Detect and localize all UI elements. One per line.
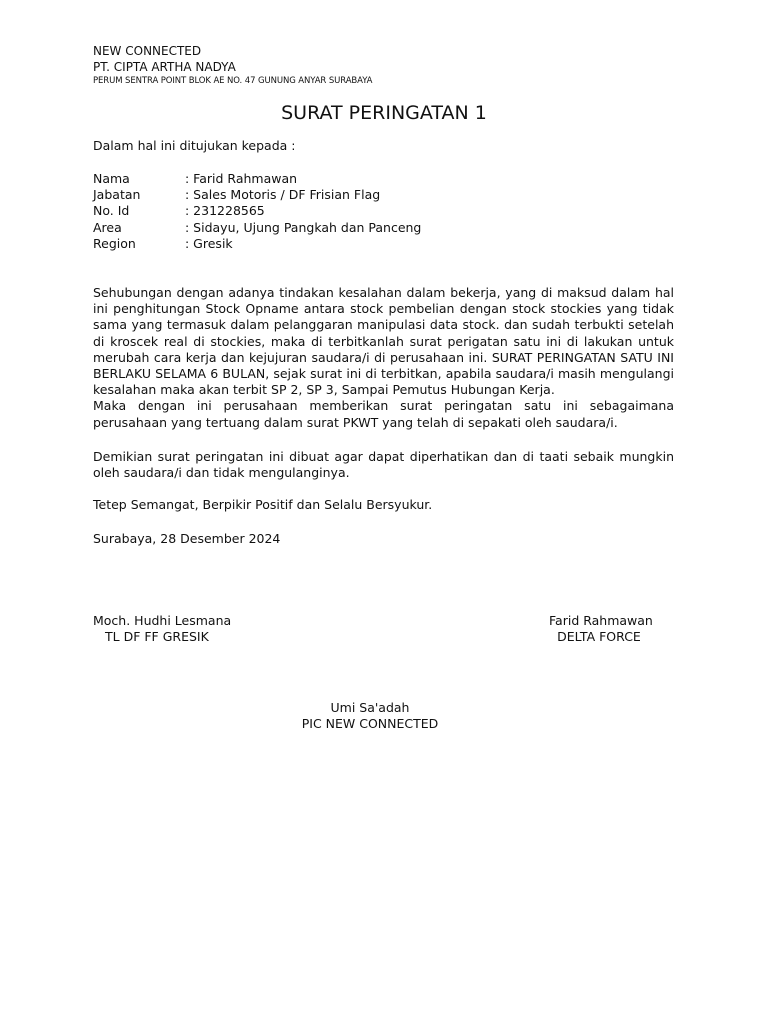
signatory-name: Umi Sa'adah (330, 700, 410, 715)
recipient-fields (93, 171, 674, 252)
signatory-role: DELTA FORCE (557, 629, 641, 645)
field-label: Jabatan (93, 187, 141, 203)
field-row-region (93, 236, 674, 252)
field-row-area (93, 220, 674, 236)
field-label: Nama (93, 171, 130, 186)
field-value: : Sales Motoris / DF Frisian Flag (185, 187, 381, 203)
field-value: : 231228565 (185, 203, 265, 219)
company-name: PT. CIPTA ARTHA NADYA (93, 60, 236, 74)
motivation-line: Tetep Semangat, Berpikir Positif dan Selalu Bersyukur. (93, 497, 433, 512)
signatory-name: Farid Rahmawan (549, 613, 653, 628)
signatory-name: Moch. Hudhi Lesmana (93, 613, 232, 628)
signatory-role: TL DF FF GRESIK (105, 629, 209, 645)
field-value: : Farid Rahmawan (185, 171, 298, 186)
body-paragraph-main (93, 285, 674, 431)
letter-title: SURAT PERINGATAN 1 (281, 102, 487, 124)
signature-block-right (549, 613, 653, 645)
letterhead (93, 43, 593, 87)
body-paragraph-closing (93, 449, 674, 481)
intro-line: Dalam hal ini ditujukan kepada : (93, 138, 296, 153)
paragraph-closing: Demikian surat peringatan ini dibuat agar dapat diperhatikan dan di taati sebaik mungkin oleh saudara/i dan tidak mengulanginya. (93, 449, 674, 481)
signatory-role: PIC NEW CONNECTED (301, 716, 439, 732)
field-row-no-id (93, 203, 674, 219)
field-value: : Gresik (185, 235, 233, 251)
company-address: PERUM SENTRA POINT BLOK AE NO. 47 GUNUNG ANYAR SURABAYA (93, 76, 373, 86)
field-row-nama (93, 171, 674, 187)
field-label: Region (93, 235, 136, 251)
field-label: No. Id (93, 203, 130, 219)
signature-block-left (93, 613, 231, 645)
signature-block-center (270, 700, 470, 732)
field-label: Area (93, 219, 122, 235)
field-value: : Sidayu, Ujung Pangkah dan Panceng (185, 219, 422, 235)
company-short-name: NEW CONNECTED (93, 44, 202, 58)
paragraph-pkwt: Maka dengan ini perusahaan memberikan surat peringatan satu ini sebagaimana perusahaan yang tertuang dalam surat PKWT yang telah di sepakati oleh saudara/i. (93, 398, 674, 430)
field-row-jabatan (93, 187, 674, 203)
place-date: Surabaya, 28 Desember 2024 (93, 531, 281, 546)
paragraph-violation: Sehubungan dengan adanya tindakan kesalahan dalam bekerja, yang di maksud dalam hal ini penghitungan Stock Opname antara stock pembelian dengan stock stockies yang tidak sama yang termasuk dalam pelanggaran manipulasi data stock. dan sudah terbukti setelah di kroscek real di stockies, maka di terbitkanlah surat perigatan satu ini di lakukan untuk merubah cara kerja dan kejujuran saudara/i di perusahaan ini. SURAT PERINGATAN SATU INI BERLAKU SELAMA 6 BULAN, sejak surat ini di terbitkan, apabila saudara/i masih mengulangi kesalahan maka akan terbit SP 2, SP 3, Sampai Pemutus Hubungan Kerja. (93, 285, 674, 398)
